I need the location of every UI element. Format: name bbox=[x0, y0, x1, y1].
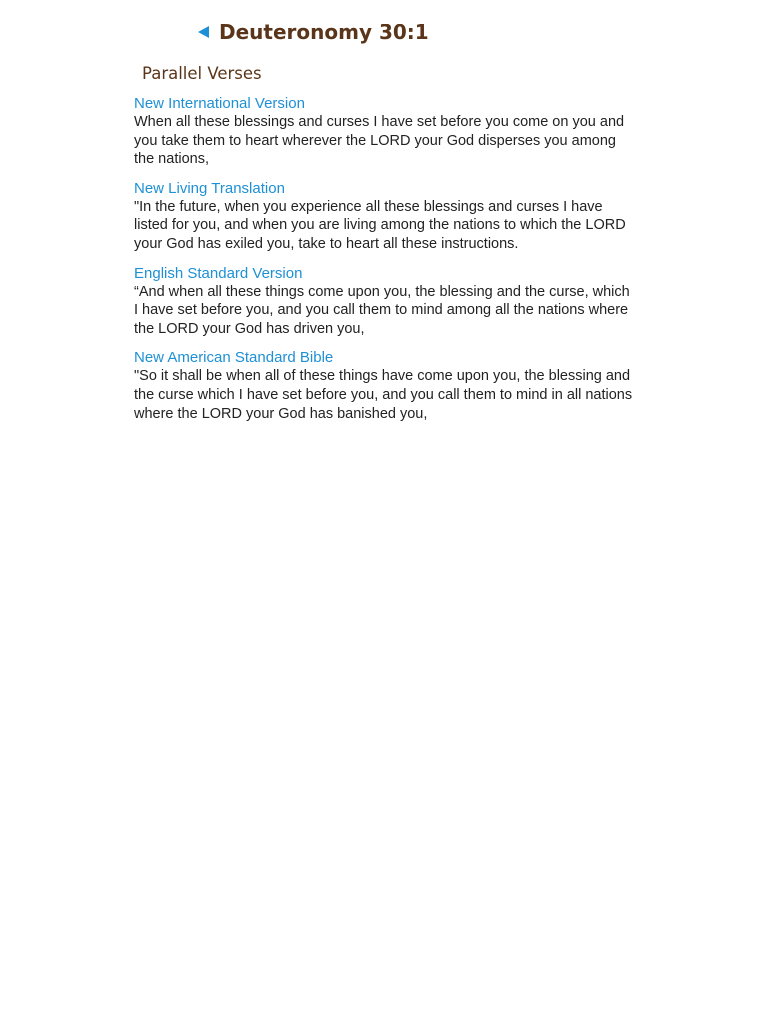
verse-navigation bbox=[198, 24, 438, 54]
verse-entry-nasb bbox=[134, 348, 634, 423]
verse-text-esv: “And when all these things come upon you, the blessing and the curse, which I have set before you, and you call them to mind among all the nations where the LORD your God has driven you, bbox=[134, 283, 630, 337]
verse-text-nlt: "In the future, when you experience all these blessings and curses I have listed for you, and when you are living among the nations to which the LORD your God has exiled you, take to heart all these instructions. bbox=[134, 198, 626, 252]
verse-reference-title: Deuteronomy 30:1 bbox=[219, 24, 429, 44]
previous-verse-arrow-icon[interactable] bbox=[198, 26, 209, 38]
verse-navigation-inner bbox=[198, 24, 438, 44]
parallel-verses-heading: Parallel Verses bbox=[142, 64, 262, 83]
parallel-verses-list bbox=[134, 94, 634, 433]
verse-text-niv: When all these blessings and curses I have set before you come on you and you take them to heart wherever the LORD your God disperses you among the nations, bbox=[134, 114, 625, 168]
verse-entry-esv bbox=[134, 264, 634, 339]
version-link-nasb[interactable]: New American Standard Bible bbox=[134, 349, 334, 367]
verse-entry-niv bbox=[134, 94, 634, 169]
verse-text-nasb: "So it shall be when all of these things have come upon you, the blessing and the curse which I have set before you, and you call them to mind in all nations where the LORD your God has banished you, bbox=[134, 368, 633, 422]
version-link-esv[interactable]: English Standard Version bbox=[134, 264, 303, 282]
verse-entry-nlt bbox=[134, 179, 634, 254]
version-link-nlt[interactable]: New Living Translation bbox=[134, 179, 285, 197]
version-link-niv[interactable]: New International Version bbox=[134, 95, 305, 112]
